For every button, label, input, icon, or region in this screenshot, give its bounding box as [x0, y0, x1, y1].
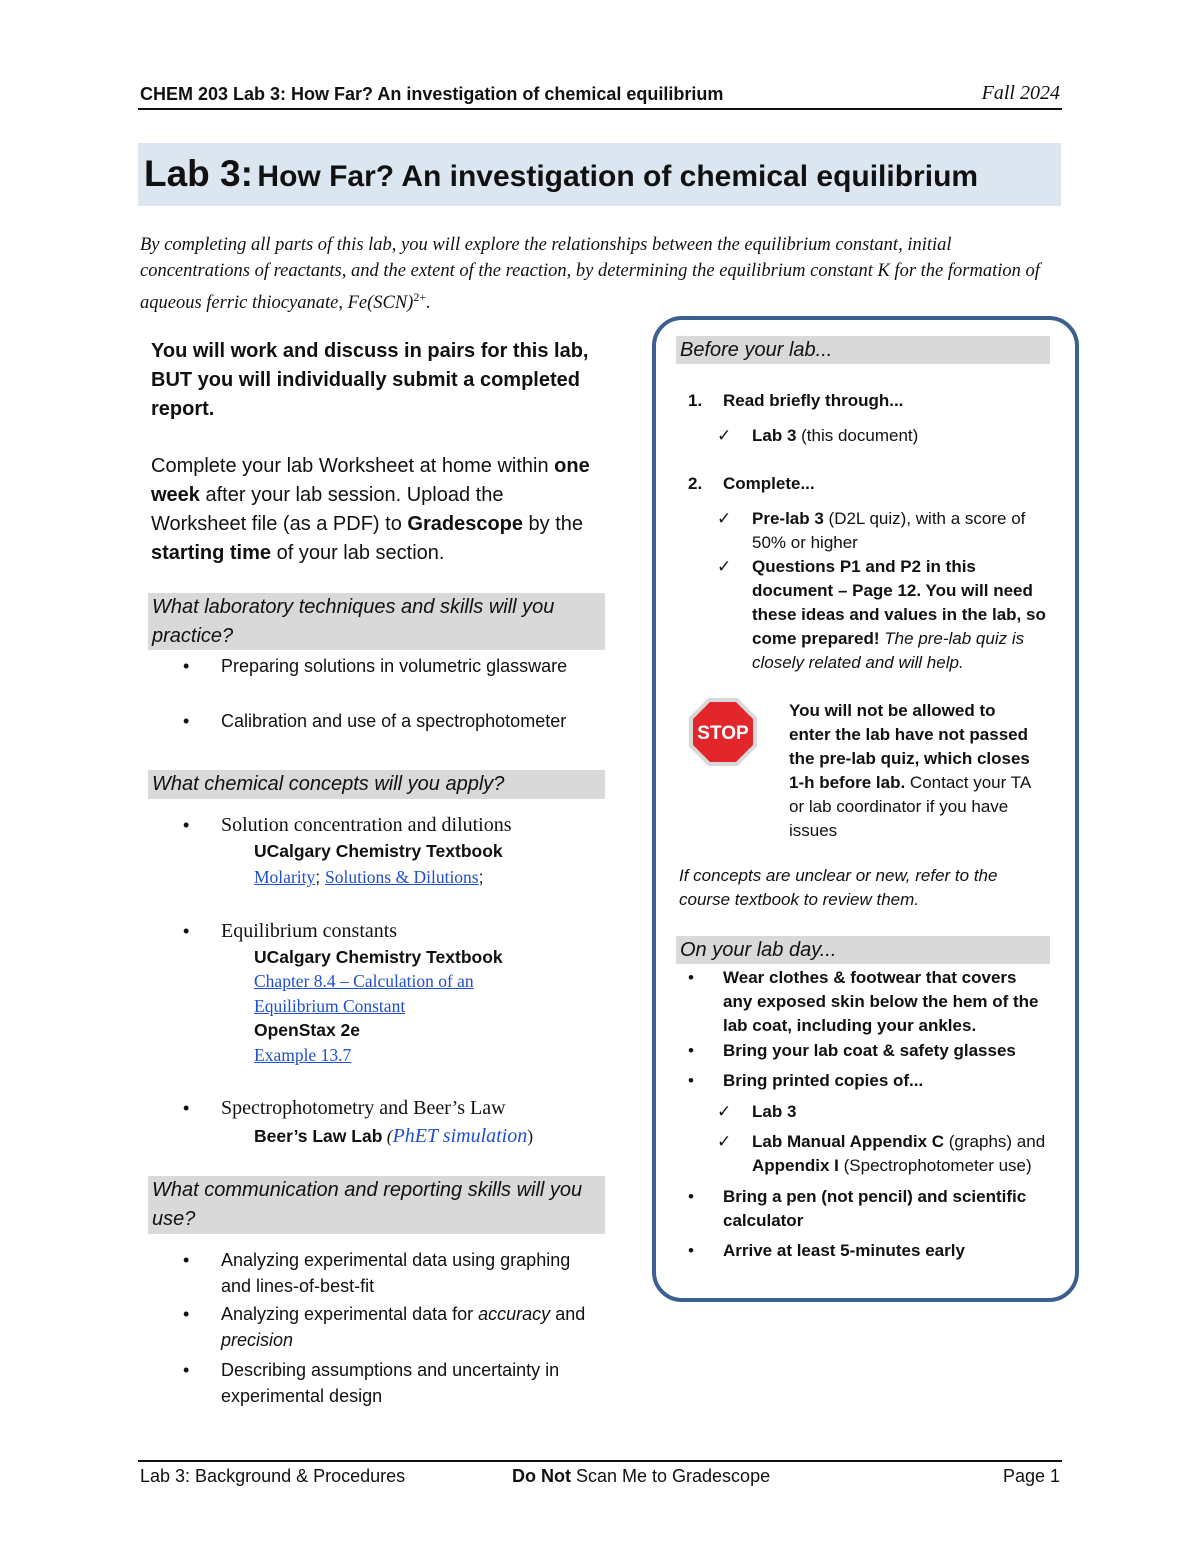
example-link-row [254, 1043, 351, 1068]
step-number: 2. [688, 474, 703, 493]
solutions-dilutions-link[interactable]: Solutions & Dilutions [324, 867, 479, 887]
phet-simulation-link[interactable]: PhET simulation [392, 1125, 528, 1147]
intro-paragraph: By completing all parts of this lab, you will explore the relationships between the equilibrium constant, initial concentrations of reactants, and the extent of the reaction, by determining the equilibrium constant K for the formation of aqueous ferric thiocyanate, Fe(SCN)$^{2+}$. [140, 235, 1040, 314]
header-rule [138, 108, 1062, 110]
title-lab-number: Lab 3: [144, 153, 253, 194]
list-item: Wear clothes & footwear that covers any exposed skin below the hem of the lab coat, including your ankles. [723, 968, 1039, 1035]
running-header-title: CHEM 203 Lab 3: How Far? An investigation of chemical equilibrium [140, 84, 724, 104]
chapter-link-line-2 [254, 994, 405, 1019]
chapter-8-4-link[interactable]: Chapter 8.4 – Calculation of an [254, 971, 474, 991]
check-icon: ✓ [717, 426, 732, 445]
footer-scan-notice: Do Not Scan Me to Gradescope [512, 1466, 771, 1486]
checklist-item: Questions P1 and P2 in this document – Page 12. You will need these ideas and values in the lab, so come prepared! The pre-lab quiz is closely related and will help. [752, 557, 1046, 672]
step-number: 1. [688, 391, 703, 410]
chapter-link-line-1 [254, 969, 474, 994]
molarity-link[interactable]: Molarity [254, 867, 316, 887]
section-heading-concepts: What chemical concepts will you apply? [148, 770, 605, 799]
list-item: Arrive at least 5-minutes early [723, 1241, 965, 1260]
bullet-icon: • [688, 968, 694, 987]
openstax-source: OpenStax 2e [254, 1020, 361, 1040]
example-13-7-link[interactable]: Example 13.7 [254, 1045, 352, 1065]
section-heading-techniques: What laboratory techniques and skills will you practice? [148, 593, 605, 650]
checklist-item: Lab Manual Appendix C (graphs) and Appendix I (Spectrophotometer use) [752, 1132, 1046, 1175]
concepts-note: If concepts are unclear or new, refer to the course textbook to review them. [679, 866, 998, 909]
pairs-paragraph: You will work and discuss in pairs for this lab, BUT you will individually submit a completed report. [151, 340, 589, 420]
list-item: Bring printed copies of... [723, 1071, 924, 1090]
check-icon: ✓ [717, 557, 732, 576]
stop-warning-text: You will not be allowed to enter the lab have not passed the pre-lab quiz, which closes 1-h before lab. Contact your TA or lab coordinator if you have issues [789, 701, 1031, 840]
checklist-item: Lab 3 (this document) [752, 426, 919, 445]
step-label: Read briefly through... [723, 391, 904, 410]
running-header-term: Fall 2024 [981, 82, 1060, 104]
check-icon: ✓ [717, 509, 732, 528]
list-item: Bring your lab coat & safety glasses [723, 1041, 1016, 1060]
textbook-source: UCalgary Chemistry Textbook [254, 947, 503, 967]
chapter-8-4-link-cont[interactable]: Equilibrium Constant [254, 996, 406, 1016]
footer-rule [138, 1460, 1062, 1462]
bullet-icon: • [688, 1241, 694, 1260]
bullet-icon: • [688, 1071, 694, 1090]
title-text: How Far? An investigation of chemical equilibrium [257, 160, 979, 193]
link-row: Molarity; Solutions & Dilutions; [254, 867, 484, 887]
stop-sign-icon [688, 697, 758, 767]
worksheet-paragraph: Complete your lab Worksheet at home within one week after your lab session. Upload the Worksheet file (as a PDF) to Gradescope by the starting time of your lab section. [151, 455, 590, 564]
checklist-item: Pre-lab 3 (D2L quiz), with a score of 50% or higher [752, 509, 1026, 552]
checklist-item: Lab 3 [752, 1102, 797, 1121]
check-icon: ✓ [717, 1132, 732, 1151]
list-item: Bring a pen (not pencil) and scientific calculator [723, 1187, 1027, 1230]
section-heading-communication: What communication and reporting skills will you use? [148, 1176, 605, 1234]
step-label: Complete... [723, 474, 815, 493]
page-title [144, 153, 978, 195]
page-number: Page 1 [1002, 1466, 1060, 1486]
stop-sign-text: STOP [697, 723, 749, 744]
beers-law-source: Beer’s Law Lab (PhET simulation) [254, 1125, 534, 1147]
charge-superscript: 2+ [413, 290, 427, 304]
section-heading-before-lab: Before your lab... [676, 336, 1050, 364]
title-banner [138, 143, 1061, 206]
footer-section: Lab 3: Background & Procedures [140, 1466, 406, 1486]
bullet-icon: • [688, 1187, 694, 1206]
textbook-source: UCalgary Chemistry Textbook [254, 841, 503, 861]
section-heading-lab-day: On your lab day... [676, 936, 1050, 964]
check-icon: ✓ [717, 1102, 732, 1121]
bullet-icon: • [688, 1041, 694, 1060]
